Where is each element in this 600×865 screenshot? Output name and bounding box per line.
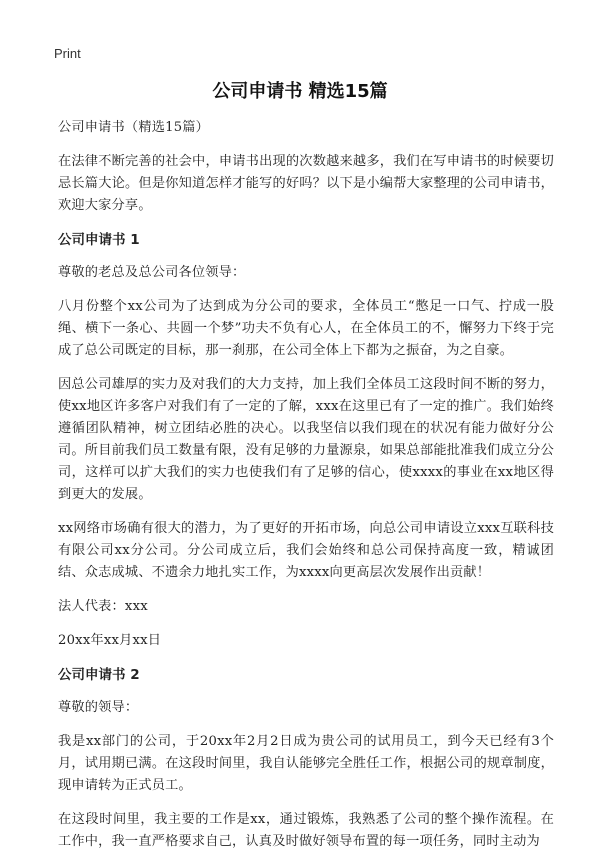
document-body (58, 117, 554, 865)
document-title: 公司申请书 精选15篇 (212, 81, 388, 102)
signature-date: 20xx年xx月xx日 (58, 633, 162, 648)
print-link[interactable]: Print (54, 46, 81, 61)
subtitle: 公司申请书（精选15篇） (58, 120, 210, 135)
salutation-1: 尊敬的老总及总公司各位领导： (58, 265, 246, 280)
intro-paragraph: 在法律不断完善的社会中，申请书出现的次数越来越多，我们在写申请书的时候要切忌长篇大论。但是你知道怎样才能写的好吗？以下是小编帮大家整理的公司申请书，欢迎大家分享。 (58, 154, 554, 213)
salutation-2: 尊敬的领导： (58, 700, 139, 715)
section1-paragraph-2: 因总公司雄厚的实力及对我们的大力支持，加上我们全体员工这段时间不断的努力，使xx地区许多客户对我们有了一定的了解，xxx在这里已有了一定的推广。我们始终遵循团队精神，树立团结必胜的决心。以我坚信以我们现在的状况有能力做好分公司。所目前我们员工数量有限，没有足够的力量源泉，如果总部能批准我们成立分公司，这样可以扩大我们的实力也使我们有了足够的信心，使xxxx的事业在xx地区得到更大的发展。 (58, 377, 554, 502)
legal-representative: 法人代表：xxx (58, 599, 148, 614)
section2-paragraph-1: 我是xx部门的公司，于20xx年2月2日成为贵公司的试用员工，到今天已经有3个月，试用期已满。在这段时间里，我自认能够完全胜任工作，根据公司的规章制度，现申请转为正式员工。 (58, 734, 554, 793)
section-heading-1: 公司申请书 1 (58, 232, 140, 248)
section2-paragraph-2: 在这段时间里，我主要的工作是xx，通过锻炼，我熟悉了公司的整个操作流程。在工作中，我一直严格要求自己，认真及时做好领导布置的每一项任务，同时主动为 (58, 812, 554, 849)
section-heading-2: 公司申请书 2 (58, 667, 140, 683)
section1-paragraph-3: xx网络市场确有很大的潜力，为了更好的开拓市场，向总公司申请设立xxx互联科技有限公司xx分公司。分公司成立后，我们会始终和总公司保持高度一致，精诚团结、众志成城、不遗余力地扎实工作，为xxxx向更高层次发展作出贡献！ (58, 521, 554, 580)
section1-paragraph-1: 八月份整个xx公司为了达到成为分公司的要求，全体员工“憋足一口气、拧成一股绳、横下一条心、共圆一个梦”功夫不负有心人，在全体员工的不，懈努力下终于完成了总公司既定的目标，那一刹那，在公司全体上下都为之振奋，为之自豪。 (58, 299, 554, 358)
